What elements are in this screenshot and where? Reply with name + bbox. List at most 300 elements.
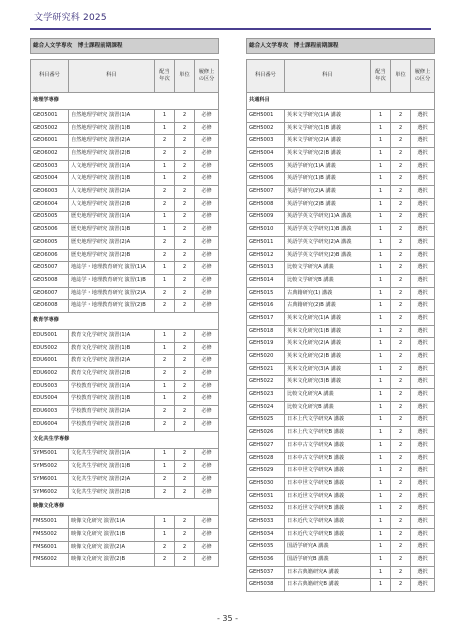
course-name: 英米文学研究(2)B 講義 (285, 148, 371, 161)
table-row (31, 448, 219, 461)
requirement: 必修 (195, 173, 219, 186)
course-name: 自然地理学研究 演習(1)B (69, 122, 155, 135)
course-name: 学校教育学研究 演習(2)A (69, 406, 155, 419)
table-row (31, 274, 219, 287)
course-name: 日本上代文学研究A 講義 (285, 414, 371, 427)
requirement: 選択 (411, 528, 435, 541)
course-code: GEO6005 (31, 236, 69, 249)
assigned-year: 1 (155, 160, 175, 173)
table-row (247, 313, 435, 326)
table-row (247, 249, 435, 262)
course-code: GEH5026 (247, 427, 285, 440)
assigned-year: 1 (371, 110, 391, 123)
requirement: 必修 (195, 461, 219, 474)
assigned-year: 1 (371, 389, 391, 402)
course-name: 古典籍研究(2)B 講義 (285, 300, 371, 313)
assigned-year: 2 (155, 287, 175, 300)
requirement: 選択 (411, 173, 435, 186)
assigned-year: 2 (155, 486, 175, 499)
course-name: 比較文化研究B 講義 (285, 401, 371, 414)
assigned-year: 2 (155, 418, 175, 431)
assigned-year: 1 (155, 448, 175, 461)
table-row (247, 325, 435, 338)
course-name: 映像文化研究 演習(2)A (69, 541, 155, 554)
course-code: GEO5001 (31, 110, 69, 123)
course-code: GEO6007 (31, 287, 69, 300)
course-name: 比較文学研究A 講義 (285, 262, 371, 275)
table-row (247, 579, 435, 592)
assigned-year: 1 (371, 160, 391, 173)
course-code: GEO5005 (31, 211, 69, 224)
table-row (247, 287, 435, 300)
table-row (31, 160, 219, 173)
credits: 2 (175, 393, 195, 406)
requirement: 選択 (411, 503, 435, 516)
credits: 2 (175, 160, 195, 173)
credits: 2 (175, 122, 195, 135)
category-row (31, 431, 219, 448)
course-name: 教育文化学研究 演習(2)B (69, 368, 155, 381)
requirement: 選択 (411, 224, 435, 237)
table-row (247, 160, 435, 173)
assigned-year: 2 (155, 186, 175, 199)
credits: 2 (391, 224, 411, 237)
course-code: GEH5012 (247, 249, 285, 262)
course-code: FMS5001 (31, 516, 69, 529)
assigned-year: 1 (371, 541, 391, 554)
assigned-year: 1 (371, 452, 391, 465)
assigned-year: 1 (371, 439, 391, 452)
requirement: 必修 (195, 330, 219, 343)
table-row (31, 122, 219, 135)
course-name: 英米文化研究(2)A 講義 (285, 338, 371, 351)
assigned-year: 1 (371, 490, 391, 503)
course-name: 地誌学・地理教育研究 演習(2)B (69, 300, 155, 313)
requirement: 必修 (195, 148, 219, 161)
requirement: 必修 (195, 448, 219, 461)
course-name: 古典籍研究(1) 講義 (285, 287, 371, 300)
course-code: EDU6001 (31, 355, 69, 368)
credits: 2 (391, 528, 411, 541)
table-row (31, 148, 219, 161)
course-name: 日本中古文学研究A 講義 (285, 439, 371, 452)
table-row (247, 490, 435, 503)
table-row (247, 224, 435, 237)
credits: 2 (175, 554, 195, 567)
assigned-year: 2 (155, 300, 175, 313)
course-name: 日本近代文学研究A 講義 (285, 516, 371, 529)
course-code: GEH5020 (247, 351, 285, 364)
table-row (247, 148, 435, 161)
course-name: 国語学研究A 講義 (285, 541, 371, 554)
credits: 2 (175, 148, 195, 161)
column-header-name: 科目 (285, 60, 371, 93)
course-code: GEH5014 (247, 274, 285, 287)
course-code: GEH5024 (247, 401, 285, 414)
course-code: GEH5030 (247, 477, 285, 490)
course-code: GEH5023 (247, 389, 285, 402)
assigned-year: 2 (155, 198, 175, 211)
table-row (31, 342, 219, 355)
course-name: 日本近代文学研究B 講義 (285, 528, 371, 541)
right-course-table (246, 38, 435, 592)
requirement: 選択 (411, 439, 435, 452)
requirement: 選択 (411, 427, 435, 440)
course-code: SYM5002 (31, 461, 69, 474)
course-code: GEH5013 (247, 262, 285, 275)
requirement: 必修 (195, 274, 219, 287)
assigned-year: 1 (371, 351, 391, 364)
table-row (31, 198, 219, 211)
credits: 2 (175, 135, 195, 148)
requirement: 必修 (195, 393, 219, 406)
course-name: 英語学研究(2)B 講義 (285, 198, 371, 211)
course-code: GEH5028 (247, 452, 285, 465)
course-name: 歴史地理学研究 演習(2)B (69, 249, 155, 262)
course-code: EDU5003 (31, 380, 69, 393)
credits: 2 (175, 516, 195, 529)
credits: 2 (175, 473, 195, 486)
course-code: GEH5038 (247, 579, 285, 592)
assigned-year: 1 (371, 313, 391, 326)
course-name: 教育文化学研究 演習(1)A (69, 330, 155, 343)
table-row (31, 287, 219, 300)
credits: 2 (391, 490, 411, 503)
course-code: SYM6002 (31, 486, 69, 499)
assigned-year: 1 (371, 414, 391, 427)
course-name: 文化共生学研究 演習(1)B (69, 461, 155, 474)
course-code: GEO5007 (31, 262, 69, 275)
assigned-year: 1 (371, 300, 391, 313)
course-code: SYM5001 (31, 448, 69, 461)
assigned-year: 1 (155, 173, 175, 186)
credits: 2 (391, 566, 411, 579)
course-name: 学校教育学研究 演習(1)A (69, 380, 155, 393)
table-row (247, 236, 435, 249)
course-name: 日本近世文学研究A 講義 (285, 490, 371, 503)
assigned-year: 1 (371, 186, 391, 199)
assigned-year: 2 (155, 554, 175, 567)
course-name: 映像文化研究 演習(1)A (69, 516, 155, 529)
requirement: 必修 (195, 368, 219, 381)
credits: 2 (175, 406, 195, 419)
course-code: EDU6002 (31, 368, 69, 381)
credits: 2 (175, 541, 195, 554)
column-header-row (31, 60, 219, 93)
assigned-year: 2 (155, 355, 175, 368)
requirement: 選択 (411, 401, 435, 414)
assigned-year: 1 (371, 287, 391, 300)
course-code: GEH5005 (247, 160, 285, 173)
course-code: FMS5002 (31, 528, 69, 541)
assigned-year: 1 (371, 224, 391, 237)
assigned-year: 1 (155, 393, 175, 406)
course-code: GEO5004 (31, 173, 69, 186)
assigned-year: 1 (155, 110, 175, 123)
course-code: GEO6006 (31, 249, 69, 262)
course-name: 日本古典籍研究A 講義 (285, 566, 371, 579)
requirement: 選択 (411, 211, 435, 224)
course-name: 日本古典籍研究B 講義 (285, 579, 371, 592)
assigned-year: 1 (371, 262, 391, 275)
assigned-year: 1 (155, 461, 175, 474)
course-code: EDU5004 (31, 393, 69, 406)
credits: 2 (391, 465, 411, 478)
course-code: GEO6004 (31, 198, 69, 211)
course-code: SYM6001 (31, 473, 69, 486)
requirement: 必修 (195, 211, 219, 224)
table-row (247, 262, 435, 275)
course-name: 地誌学・地理教育研究 演習(2)A (69, 287, 155, 300)
course-code: GEH5015 (247, 287, 285, 300)
requirement: 必修 (195, 198, 219, 211)
credits: 2 (391, 363, 411, 376)
table-title: 総合人文学専攻 博士課程前期課程 (247, 39, 435, 54)
course-code: FMS6002 (31, 554, 69, 567)
course-name: 日本近世文学研究B 講義 (285, 503, 371, 516)
left-course-table (30, 38, 219, 567)
course-code: GEO5008 (31, 274, 69, 287)
requirement: 選択 (411, 262, 435, 275)
requirement: 選択 (411, 249, 435, 262)
assigned-year: 1 (371, 516, 391, 529)
credits: 2 (391, 186, 411, 199)
course-code: GEH5011 (247, 236, 285, 249)
assigned-year: 1 (371, 198, 391, 211)
course-name: 自然地理学研究 演習(1)A (69, 110, 155, 123)
course-code: GEH5032 (247, 503, 285, 516)
table-row (31, 516, 219, 529)
course-name: 英米文学研究(2)A 講義 (285, 135, 371, 148)
table-row (31, 330, 219, 343)
course-code: GEH5017 (247, 313, 285, 326)
requirement: 選択 (411, 135, 435, 148)
table-row (247, 541, 435, 554)
column-header-code: 科目番号 (247, 60, 285, 93)
requirement: 選択 (411, 465, 435, 478)
assigned-year: 1 (371, 173, 391, 186)
table-row (31, 249, 219, 262)
credits: 2 (175, 211, 195, 224)
table-row (31, 110, 219, 123)
requirement: 選択 (411, 148, 435, 161)
table-title-row (31, 39, 219, 54)
category-row (31, 93, 219, 110)
assigned-year: 1 (155, 262, 175, 275)
table-row (31, 528, 219, 541)
course-code: GEO6008 (31, 300, 69, 313)
category-label: 教育学専修 (31, 313, 219, 330)
column-header-credit: 単位 (391, 60, 411, 93)
credits: 2 (175, 110, 195, 123)
credits: 2 (175, 418, 195, 431)
table-row (247, 439, 435, 452)
credits: 2 (391, 135, 411, 148)
credits: 2 (175, 355, 195, 368)
assigned-year: 2 (155, 236, 175, 249)
table-row (247, 186, 435, 199)
course-name: 比較文学研究B 講義 (285, 274, 371, 287)
course-name: 英語学英文学研究(1)B 講義 (285, 224, 371, 237)
course-name: 映像文化研究 演習(2)B (69, 554, 155, 567)
credits: 2 (175, 330, 195, 343)
course-name: 自然地理学研究 演習(2)B (69, 148, 155, 161)
table-row (31, 224, 219, 237)
assigned-year: 1 (371, 122, 391, 135)
course-code: GEH5007 (247, 186, 285, 199)
table-row (247, 338, 435, 351)
credits: 2 (391, 503, 411, 516)
assigned-year: 2 (155, 135, 175, 148)
table-row (247, 122, 435, 135)
requirement: 必修 (195, 122, 219, 135)
requirement: 選択 (411, 198, 435, 211)
assigned-year: 1 (371, 211, 391, 224)
table-row (31, 554, 219, 567)
table-title-row (247, 39, 435, 54)
course-code: GEH5037 (247, 566, 285, 579)
table-row (31, 186, 219, 199)
credits: 2 (391, 173, 411, 186)
course-code: GEH5006 (247, 173, 285, 186)
course-code: GEH5018 (247, 325, 285, 338)
table-row (31, 418, 219, 431)
requirement: 必修 (195, 262, 219, 275)
assigned-year: 1 (371, 325, 391, 338)
table-row (247, 363, 435, 376)
course-code: GEO5002 (31, 122, 69, 135)
credits: 2 (391, 274, 411, 287)
requirement: 必修 (195, 516, 219, 529)
course-code: GEH5035 (247, 541, 285, 554)
credits: 2 (391, 477, 411, 490)
requirement: 必修 (195, 249, 219, 262)
course-name: 英語学英文学研究(1)A 講義 (285, 211, 371, 224)
page-number: - 35 - (216, 614, 239, 623)
course-name: 英語学英文学研究(2)B 講義 (285, 249, 371, 262)
table-title: 総合人文学専攻 博士課程前期課程 (31, 39, 219, 54)
requirement: 選択 (411, 566, 435, 579)
course-name: 映像文化研究 演習(1)B (69, 528, 155, 541)
column-header-year: 配当年次 (155, 60, 175, 93)
credits: 2 (175, 368, 195, 381)
assigned-year: 1 (371, 338, 391, 351)
course-name: 歴史地理学研究 演習(1)B (69, 224, 155, 237)
requirement: 選択 (411, 274, 435, 287)
assigned-year: 1 (155, 224, 175, 237)
course-code: GEH5008 (247, 198, 285, 211)
course-name: 地誌学・地理教育研究 演習(1)B (69, 274, 155, 287)
requirement: 選択 (411, 389, 435, 402)
course-name: 人文地理学研究 演習(2)B (69, 198, 155, 211)
table-row (31, 211, 219, 224)
course-name: 文化共生学研究 演習(2)B (69, 486, 155, 499)
credits: 2 (175, 342, 195, 355)
requirement: 選択 (411, 376, 435, 389)
requirement: 必修 (195, 300, 219, 313)
assigned-year: 2 (155, 406, 175, 419)
credits: 2 (175, 173, 195, 186)
assigned-year: 1 (155, 274, 175, 287)
assigned-year: 2 (155, 368, 175, 381)
table-row (247, 274, 435, 287)
credits: 2 (391, 338, 411, 351)
course-code: EDU5002 (31, 342, 69, 355)
assigned-year: 1 (155, 122, 175, 135)
course-code: GEO6003 (31, 186, 69, 199)
requirement: 選択 (411, 122, 435, 135)
course-code: FMS6001 (31, 541, 69, 554)
requirement: 選択 (411, 236, 435, 249)
table-row (31, 541, 219, 554)
credits: 2 (391, 401, 411, 414)
requirement: 必修 (195, 528, 219, 541)
assigned-year: 1 (371, 528, 391, 541)
requirement: 選択 (411, 477, 435, 490)
course-code: GEO5006 (31, 224, 69, 237)
course-name: 日本中世文学研究A 講義 (285, 465, 371, 478)
table-row (247, 211, 435, 224)
course-code: GEO5003 (31, 160, 69, 173)
assigned-year: 1 (371, 554, 391, 567)
requirement: 選択 (411, 160, 435, 173)
credits: 2 (391, 325, 411, 338)
course-code: GEH5001 (247, 110, 285, 123)
column-header-row (247, 60, 435, 93)
course-code: GEH5009 (247, 211, 285, 224)
course-code: GEH5027 (247, 439, 285, 452)
table-row (247, 389, 435, 402)
credits: 2 (175, 287, 195, 300)
requirement: 選択 (411, 363, 435, 376)
category-label: 映像文化専修 (31, 499, 219, 516)
credits: 2 (391, 516, 411, 529)
table-row (31, 300, 219, 313)
table-row (247, 477, 435, 490)
course-code: GEH5029 (247, 465, 285, 478)
requirement: 必修 (195, 236, 219, 249)
course-name: 日本上代文学研究B 講義 (285, 427, 371, 440)
course-code: GEH5019 (247, 338, 285, 351)
requirement: 選択 (411, 516, 435, 529)
requirement: 選択 (411, 300, 435, 313)
table-row (247, 110, 435, 123)
table-row (247, 414, 435, 427)
assigned-year: 1 (155, 528, 175, 541)
requirement: 選択 (411, 579, 435, 592)
assigned-year: 1 (371, 401, 391, 414)
course-name: 学校教育学研究 演習(1)B (69, 393, 155, 406)
assigned-year: 2 (155, 249, 175, 262)
credits: 2 (175, 198, 195, 211)
assigned-year: 1 (371, 579, 391, 592)
course-name: 英語学研究(2)A 講義 (285, 186, 371, 199)
credits: 2 (391, 249, 411, 262)
course-code: GEH5016 (247, 300, 285, 313)
credits: 2 (175, 249, 195, 262)
course-code: GEO6002 (31, 148, 69, 161)
course-code: GEH5004 (247, 148, 285, 161)
table-row (247, 516, 435, 529)
course-code: EDU5001 (31, 330, 69, 343)
course-name: 教育文化学研究 演習(1)B (69, 342, 155, 355)
requirement: 必修 (195, 554, 219, 567)
course-code: EDU6003 (31, 406, 69, 419)
course-code: GEH5003 (247, 135, 285, 148)
credits: 2 (175, 186, 195, 199)
requirement: 選択 (411, 186, 435, 199)
credits: 2 (391, 376, 411, 389)
